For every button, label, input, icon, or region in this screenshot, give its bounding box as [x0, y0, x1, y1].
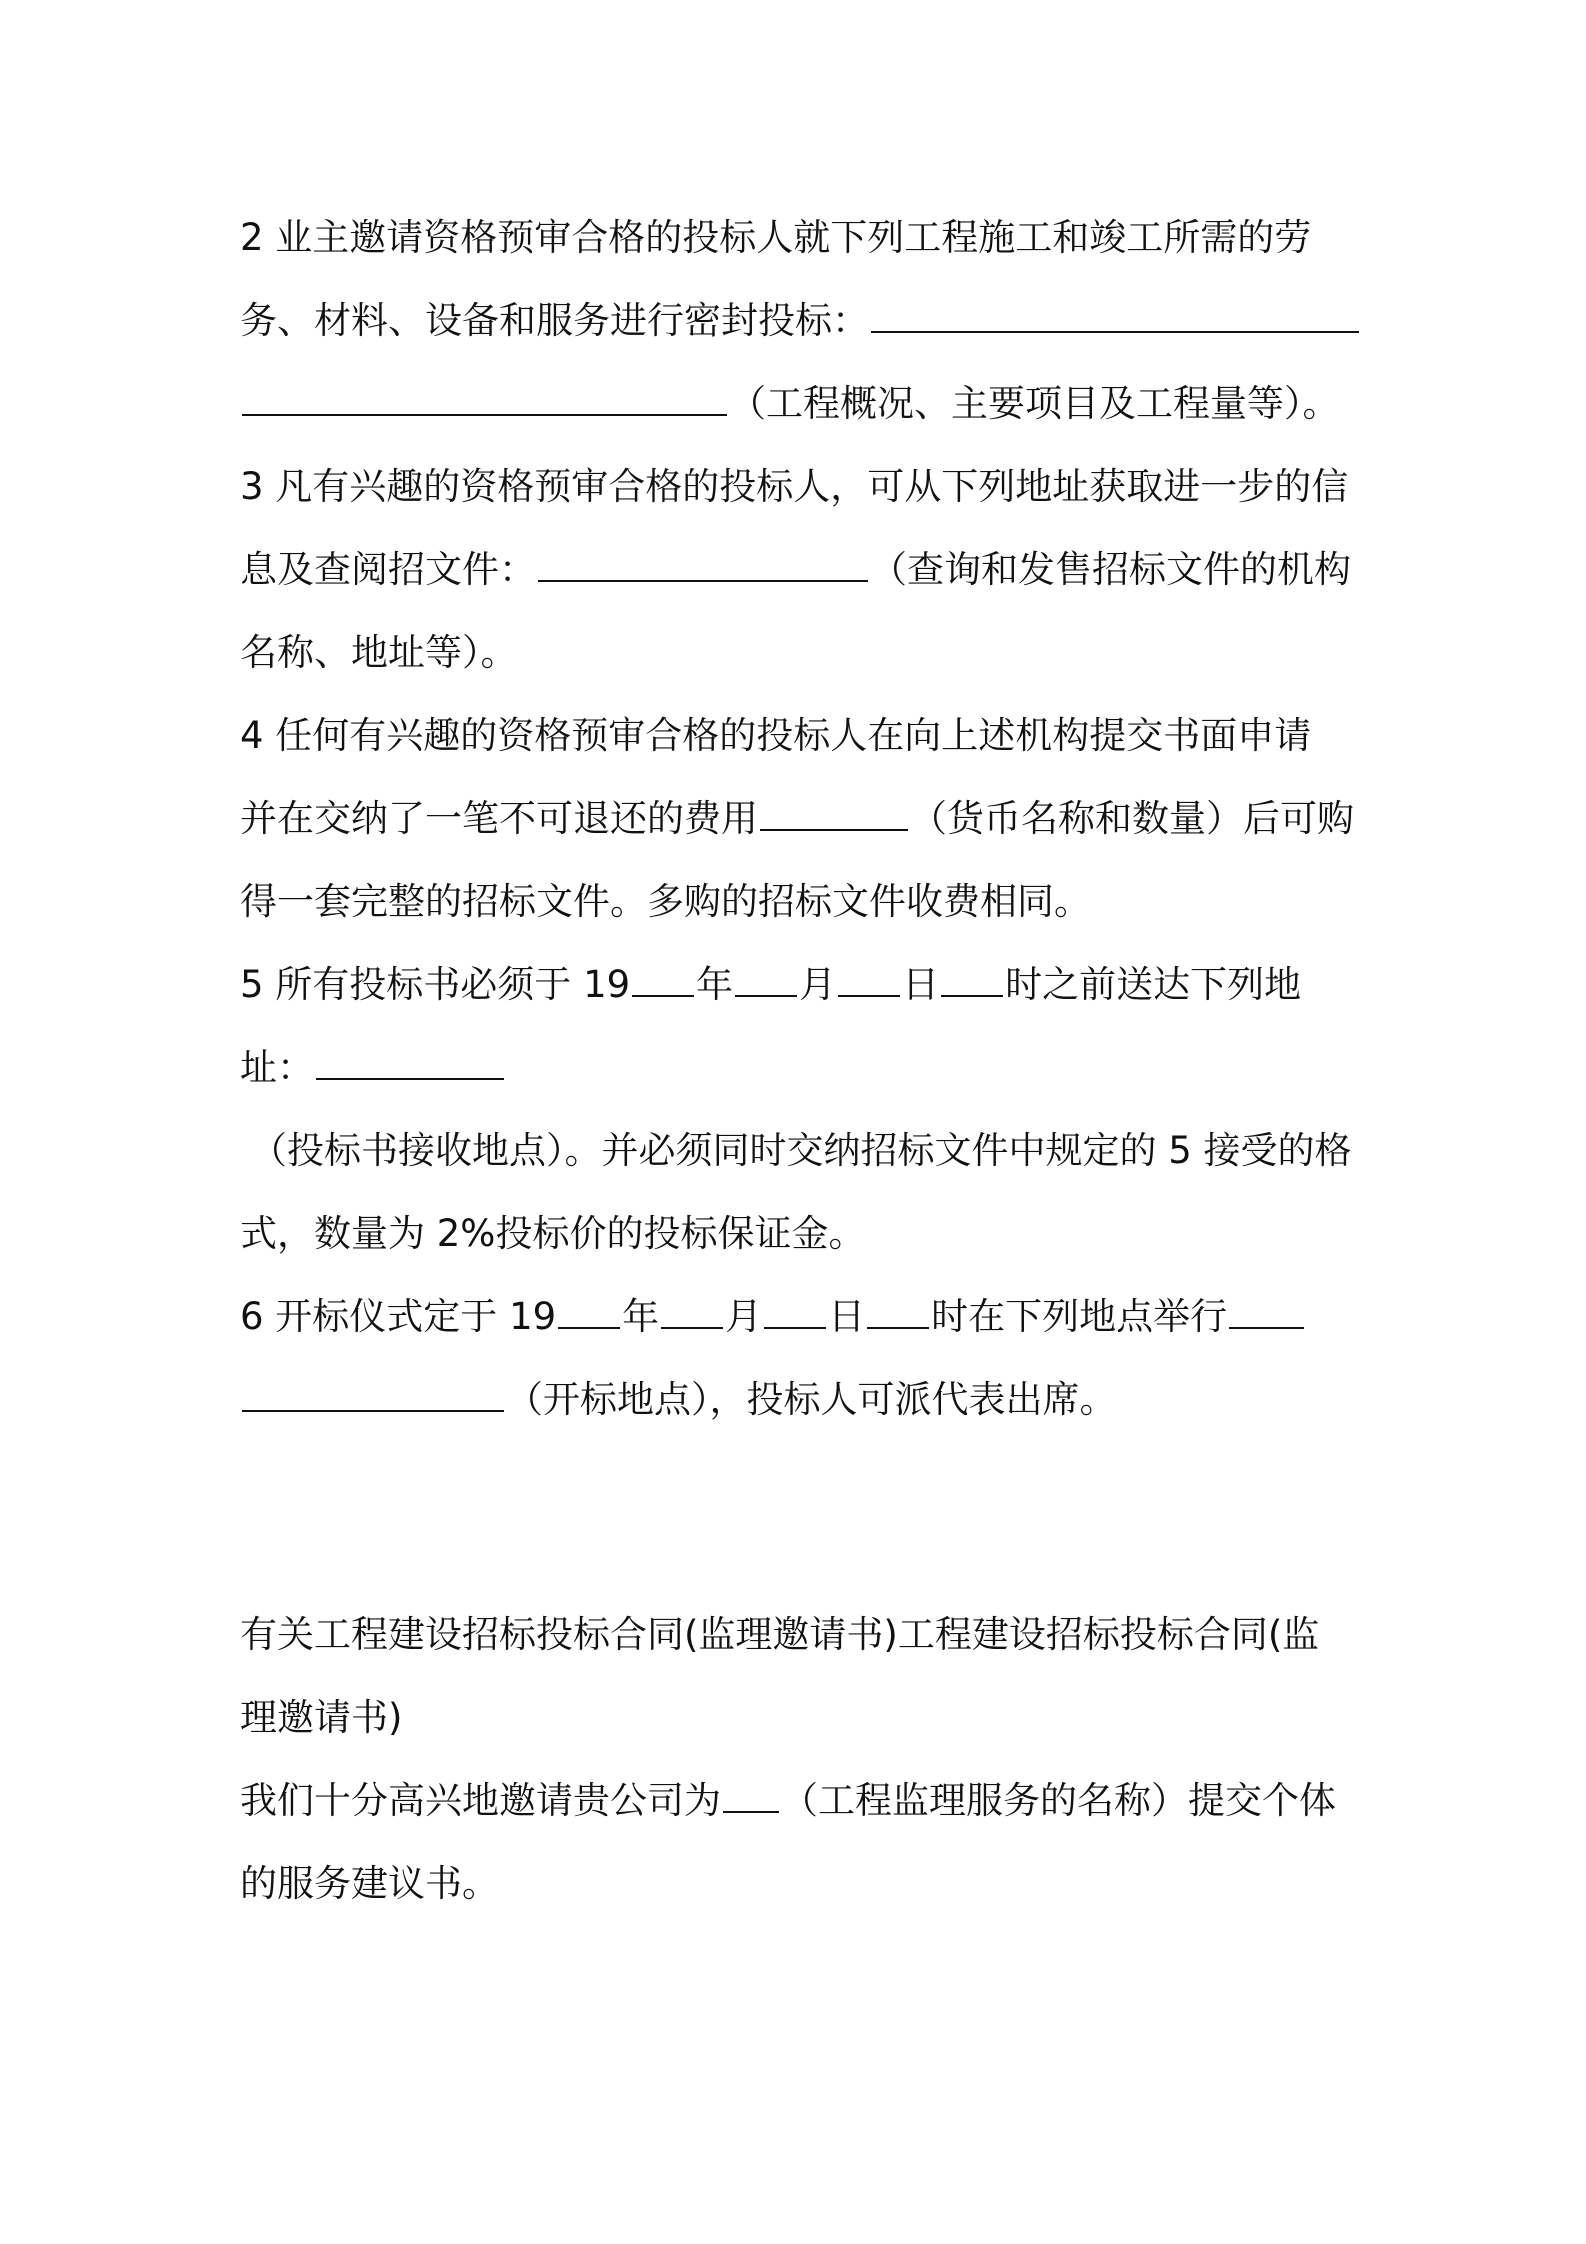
text-segment: 务、材料、设备和服务进行密封投标：: [240, 299, 869, 342]
blank-field: [760, 792, 908, 831]
text-segment: 日: [902, 963, 940, 1006]
blank-field: [941, 958, 1003, 997]
blank-field: [661, 1290, 723, 1329]
item-2-line-3: [240, 362, 1360, 445]
item-3-line-1: [240, 445, 1360, 528]
text-segment: 年: [696, 963, 734, 1006]
blank-field: [1229, 1290, 1304, 1329]
item-2-line-2: [240, 279, 1360, 362]
item-5-line-2: [240, 1026, 1360, 1109]
blank-field: [723, 1774, 779, 1813]
text-segment: （查询和发售招标文件的机构: [870, 548, 1351, 591]
text-segment: 我们十分高兴地邀请贵公司为: [240, 1779, 721, 1822]
text-segment: 3 凡有兴趣的资格预审合格的投标人，可从下列地址获取进一步的信: [240, 465, 1349, 508]
item-4-line-1: [240, 694, 1360, 777]
item-5-line-1: [240, 943, 1360, 1026]
item-3-line-3: [240, 611, 1360, 694]
item-6-line-2: [240, 1358, 1360, 1441]
blank-field: [316, 1041, 504, 1080]
blank-field: [867, 1290, 929, 1329]
invitation-line-1: [240, 1759, 1360, 1842]
text-segment: （开标地点），投标人可派代表出席。: [506, 1378, 1117, 1421]
blank-field: [558, 1290, 620, 1329]
text-segment: 年: [622, 1295, 660, 1338]
text-segment: 有关工程建设招标投标合同(监理邀请书)工程建设招标投标合同(监: [240, 1613, 1320, 1656]
blank-field: [242, 377, 727, 416]
text-segment: 5 所有投标书必须于 19: [240, 963, 631, 1006]
blank-field: [632, 958, 694, 997]
heading-line-2: [240, 1676, 1360, 1759]
item-4-line-3: [240, 860, 1360, 943]
text-segment: 时之前送达下列地: [1005, 963, 1302, 1006]
text-segment: 月: [799, 963, 837, 1006]
item-6-line-1: [240, 1275, 1360, 1358]
text-segment: （货币名称和数量）后可购: [910, 797, 1354, 840]
blank-field: [538, 543, 868, 582]
text-segment: 的服务建议书。: [240, 1862, 499, 1905]
item-3-line-2: [240, 528, 1360, 611]
blank-field: [871, 294, 1359, 333]
text-segment: 日: [828, 1295, 866, 1338]
blank-field: [838, 958, 900, 997]
blank-field: [735, 958, 797, 997]
document-page: [240, 196, 1360, 1925]
text-segment: 址：: [240, 1046, 314, 1089]
text-segment: 6 开标仪式定于 19: [240, 1295, 557, 1338]
item-5-line-3: [240, 1109, 1360, 1192]
text-segment: 式，数量为 2%投标价的投标保证金。: [240, 1212, 866, 1255]
text-segment: 月: [725, 1295, 763, 1338]
item-2-line-1: [240, 196, 1360, 279]
blank-field: [764, 1290, 826, 1329]
section-gap: [240, 1441, 1360, 1593]
text-segment: 名称、地址等）。: [240, 631, 518, 674]
text-segment: （工程监理服务的名称）提交个体: [781, 1779, 1336, 1822]
text-segment: 息及查阅招文件：: [240, 548, 536, 591]
text-segment: （工程概况、主要项目及工程量等）。: [729, 382, 1340, 425]
text-segment: 4 任何有兴趣的资格预审合格的投标人在向上述机构提交书面申请: [240, 714, 1312, 757]
text-segment: 并在交纳了一笔不可退还的费用: [240, 797, 758, 840]
item-5-line-4: [240, 1192, 1360, 1275]
text-segment: 2 业主邀请资格预审合格的投标人就下列工程施工和竣工所需的劳: [240, 216, 1312, 259]
text-segment: 得一套完整的招标文件。多购的招标文件收费相同。: [240, 880, 1091, 923]
blank-field: [242, 1373, 504, 1412]
text-segment: （投标书接收地点）。并必须同时交纳招标文件中规定的 5 接受的格: [250, 1129, 1352, 1172]
invitation-line-2: [240, 1842, 1360, 1925]
text-segment: 时在下列地点举行: [931, 1295, 1228, 1338]
text-segment: 理邀请书): [240, 1696, 403, 1739]
item-4-line-2: [240, 777, 1360, 860]
heading-line-1: [240, 1593, 1360, 1676]
